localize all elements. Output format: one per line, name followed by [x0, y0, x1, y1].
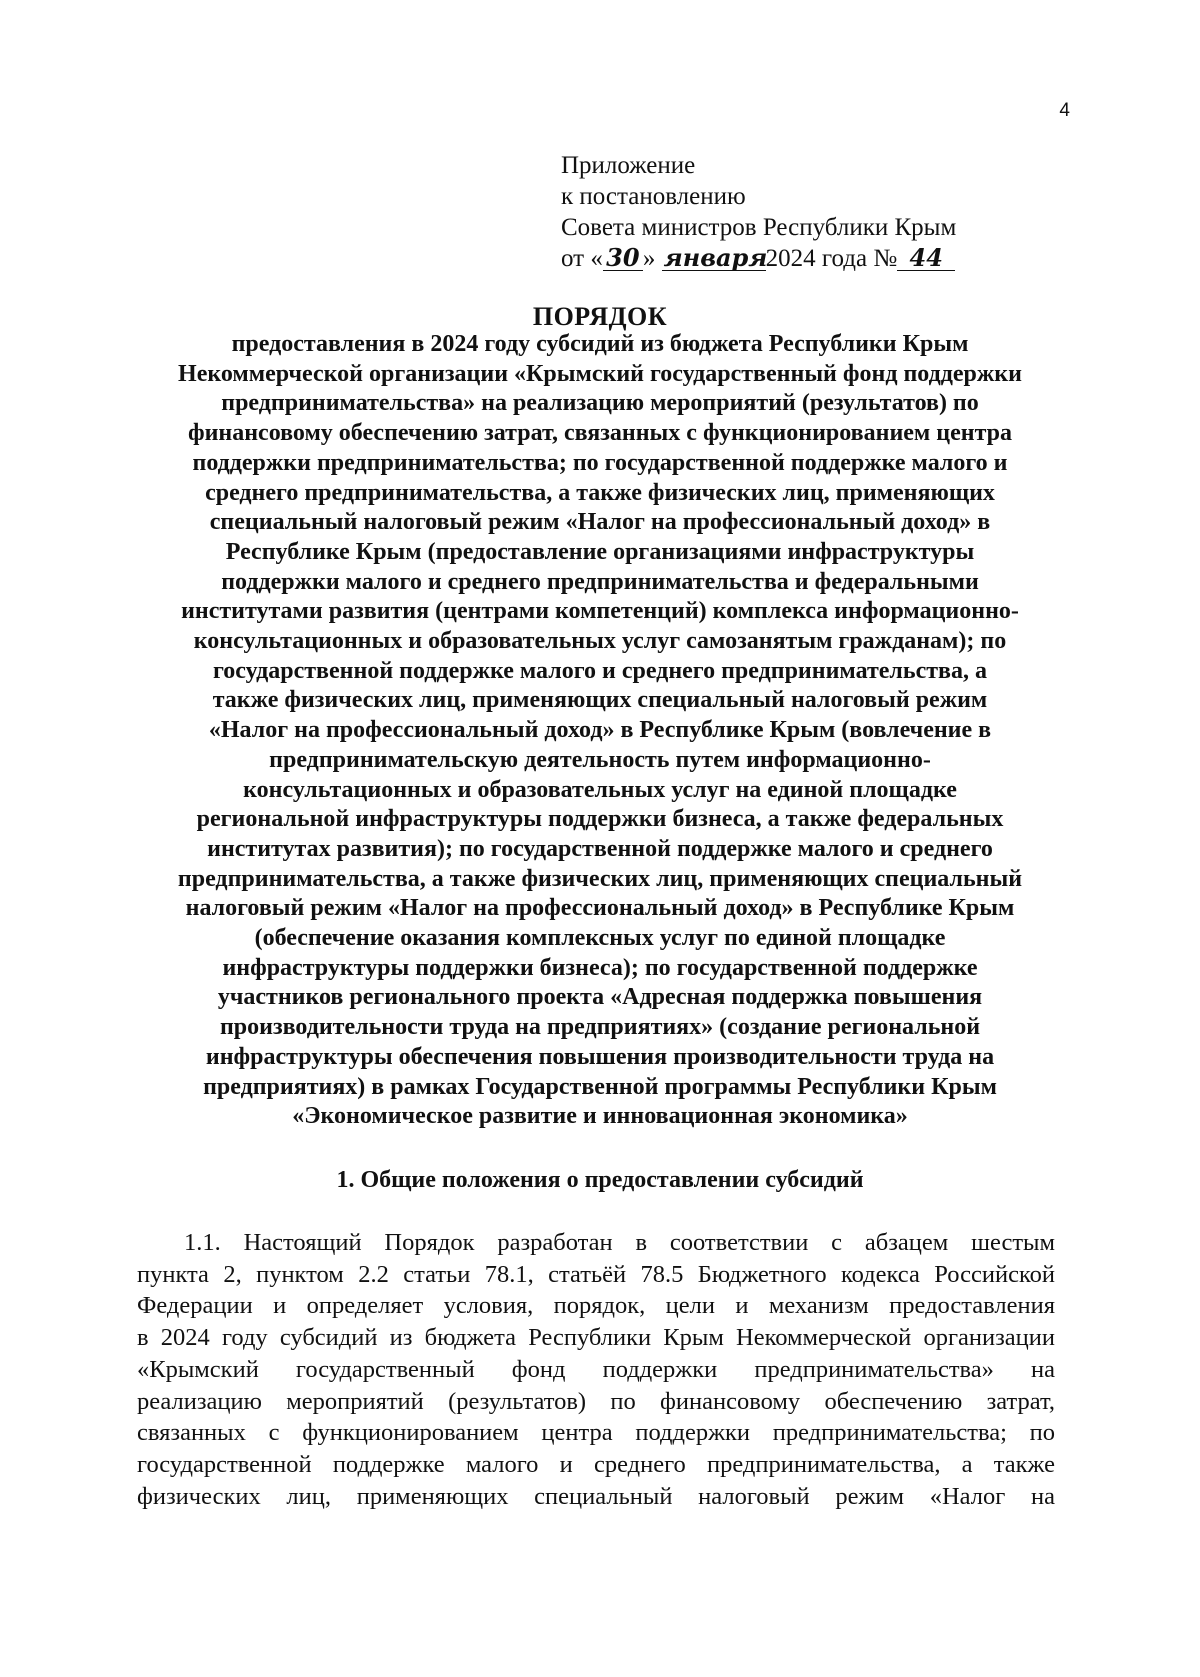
subtitle-line: «Налог на профессиональный доход» в Республике Крым (вовлечение в	[208, 717, 992, 744]
document-title: ПОРЯДОК	[532, 302, 668, 331]
subtitle-line: инфраструктуры поддержки бизнеса); по государственной поддержке	[222, 954, 978, 981]
subtitle-line: предпринимательства» на реализацию мероприятий (результатов) по	[221, 390, 979, 417]
subtitle-line: предпринимательскую деятельность путем информационно-	[269, 746, 931, 773]
paragraph-line: связанных с функционированием центра поддержки предпринимательства; по	[137, 1419, 1055, 1447]
subtitle-line: финансовому обеспечению затрат, связанных с функционированием центра	[187, 420, 1013, 447]
subtitle-line: среднего предпринимательства, а также физических лиц, применяющих	[205, 479, 995, 506]
paragraph-line: пункта 2, пунктом 2.2 статьи 78.1, статьёй 78.5 Бюджетного кодекса Российской	[137, 1260, 1055, 1288]
handwritten-day: 30	[603, 246, 643, 271]
appendix-label: Приложение	[561, 152, 696, 179]
subtitle-line: институтами развития (центрами компетенций) комплекса информационно-	[181, 598, 1019, 625]
subtitle-line: консультационных и образовательных услуг на единой площадке	[243, 776, 957, 803]
subtitle-line: поддержки малого и среднего предпринимательства и федеральными	[221, 568, 979, 595]
appendix-issuer: Совета министров Республики Крым	[561, 214, 957, 241]
subtitle-line: консультационных и образовательных услуг самозанятым гражданам); по	[193, 628, 1007, 655]
date-prefix: от «	[561, 245, 603, 272]
subtitle-line: инфраструктуры обеспечения повышения производительности труда на	[205, 1043, 995, 1070]
paragraph-line: Федерации и определяет условия, порядок, цели и механизм предоставления	[137, 1292, 1055, 1320]
subtitle-line: институтах развития); по государственной поддержке малого и среднего	[207, 835, 993, 862]
subtitle-line: «Экономическое развитие и инновационная экономика»	[292, 1103, 908, 1130]
subtitle-line: производительности труда на предприятиях» (создание региональной	[219, 1014, 981, 1041]
paragraph-line: государственной поддержке малого и среднего предпринимательства, а также	[137, 1450, 1055, 1478]
paragraph-line: в 2024 году субсидий из бюджета Республики Крым Некоммерческой организации	[137, 1324, 1055, 1352]
subtitle-line: Некоммерческой организации «Крымский государственный фонд поддержки	[178, 360, 1022, 387]
subtitle-line: предпринимательства, а также физических лиц, применяющих специальный	[177, 865, 1023, 892]
appendix-date-line	[561, 243, 1021, 274]
subtitle-line: Республике Крым (предоставление организациями инфраструктуры	[225, 538, 975, 565]
subtitle-line: предоставления в 2024 году субсидий из бюджета Республики Крым	[231, 331, 969, 357]
subtitle-line: (обеспечение оказания комплексных услуг по единой площадке	[254, 925, 946, 952]
paragraph-line: реализацию мероприятий (результатов) по финансовому обеспечению затрат,	[137, 1387, 1055, 1415]
page-number: 4	[1059, 100, 1070, 121]
subtitle-line: налоговый режим «Налог на профессиональный доход» в Республике Крым	[185, 895, 1015, 922]
document-subtitle	[130, 330, 1070, 1132]
handwritten-doc-number: 44	[897, 246, 955, 271]
appendix-resolution: к постановлению	[561, 183, 746, 210]
paragraph-line: «Крымский государственный фонд поддержки предпринимательства» на	[137, 1355, 1055, 1383]
subtitle-line: также физических лиц, применяющих специальный налоговый режим	[212, 687, 988, 714]
body-text	[137, 1227, 1055, 1512]
paragraph-line: физических лиц, применяющих специальный налоговый режим «Налог на	[137, 1482, 1055, 1510]
date-year: 2024 года №	[765, 245, 898, 272]
subtitle-line: государственной поддержке малого и среднего предпринимательства, а	[213, 657, 987, 684]
date-mid: »	[642, 245, 656, 272]
subtitle-line: предприятиях) в рамках Государственной программы Республики Крым	[203, 1073, 997, 1100]
paragraph-line: 1.1. Настоящий Порядок разработан в соответствии с абзацем шестым	[184, 1229, 1055, 1256]
handwritten-month: января	[663, 243, 768, 272]
subtitle-line: участников регионального проекта «Адресная поддержка повышения	[217, 984, 983, 1011]
subtitle-line: региональной инфраструктуры поддержки бизнеса, а также федеральных	[196, 806, 1004, 833]
section-heading: 1. Общие положения о предоставлении субсидий	[336, 1167, 864, 1193]
appendix-block	[561, 150, 1021, 274]
subtitle-line: поддержки предпринимательства; по государственной поддержке малого и	[192, 449, 1008, 476]
subtitle-line: специальный налоговый режим «Налог на профессиональный доход» в	[209, 509, 991, 536]
